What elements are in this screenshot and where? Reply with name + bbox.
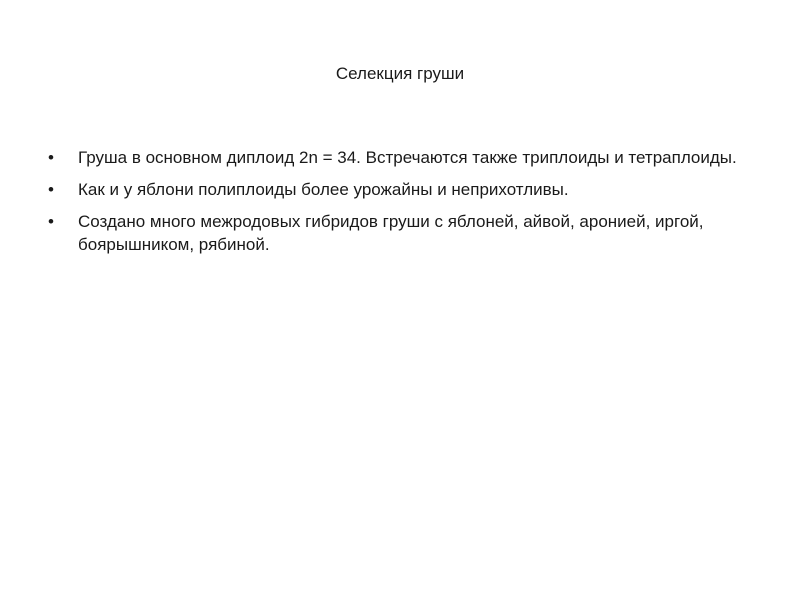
list-item [48, 210, 768, 256]
list-item [48, 146, 768, 169]
bullet-text: Создано много межродовых гибридов груши с яблоней, айвой, аронией, иргой, боярышником, рябиной. [78, 212, 704, 254]
bullet-marker: • [48, 180, 54, 199]
bullet-text: Как и у яблони полиплоиды более урожайны и неприхотливы. [78, 180, 569, 199]
bullet-list [48, 146, 768, 265]
bullet-text: Груша в основном диплоид 2n = 34. Встречаются также триплоиды и тетраплоиды. [78, 148, 737, 167]
bullet-marker: • [48, 212, 54, 231]
bullet-marker: • [48, 148, 54, 167]
list-item [48, 178, 768, 201]
slide-title: Селекция груши [335, 64, 465, 83]
